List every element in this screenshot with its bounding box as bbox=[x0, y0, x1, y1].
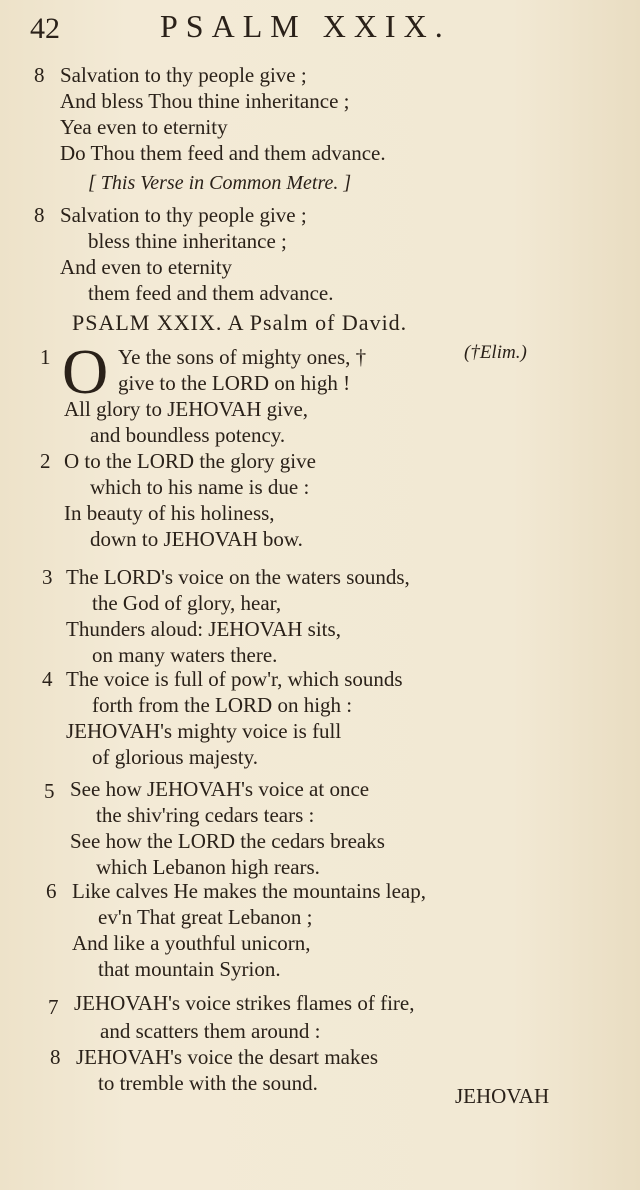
verse-number: 8 bbox=[34, 203, 45, 227]
verse-line: ev'n That great Lebanon ; bbox=[98, 905, 313, 929]
running-title: PSALM XXIX. bbox=[160, 8, 451, 44]
verse-line: Like calves He makes the mountains leap, bbox=[72, 879, 426, 903]
verse-line: that mountain Syrion. bbox=[98, 957, 281, 981]
verse-line: to tremble with the sound. bbox=[98, 1071, 318, 1095]
drop-cap: O bbox=[62, 336, 109, 407]
verse-line: of glorious majesty. bbox=[92, 745, 259, 769]
verse-line: on many waters there. bbox=[92, 643, 278, 667]
verse-line: JEHOVAH's voice strikes flames of fire, bbox=[74, 991, 415, 1015]
verse-line: Yea even to eternity bbox=[60, 115, 228, 139]
verse-number: 6 bbox=[46, 879, 57, 903]
verse-line: And bless Thou thine inheritance ; bbox=[60, 89, 350, 113]
verse-line: the shiv'ring cedars tears : bbox=[96, 803, 315, 827]
verse-line: which to his name is due : bbox=[90, 475, 310, 499]
verse-line: All glory to JEHOVAH give, bbox=[64, 397, 309, 421]
verse-line: them feed and them advance. bbox=[88, 281, 334, 305]
verse-line: And even to eternity bbox=[60, 255, 233, 279]
verse-line: In beauty of his holiness, bbox=[64, 501, 275, 525]
verse-line: See how the LORD the cedars breaks bbox=[70, 829, 385, 853]
verse-line: forth from the LORD on high : bbox=[92, 693, 353, 717]
page-number: 42 bbox=[30, 12, 60, 45]
verse-number: 4 bbox=[42, 667, 53, 691]
verse-line: JEHOVAH's mighty voice is full bbox=[66, 719, 342, 743]
verse-line: Ye the sons of mighty ones, † bbox=[118, 345, 367, 369]
verse-number: 1 bbox=[40, 345, 51, 369]
common-metre-note: [ This Verse in Common Metre. ] bbox=[88, 172, 352, 194]
verse-line: Do Thou them feed and them advance. bbox=[60, 141, 386, 165]
psalm-heading: PSALM XXIX. A Psalm of David. bbox=[72, 310, 408, 335]
verse-line: O to the LORD the glory give bbox=[64, 449, 316, 473]
verse-number: 3 bbox=[42, 565, 53, 589]
catchword: JEHOVAH bbox=[455, 1084, 550, 1108]
verse-line: The voice is full of pow'r, which sounds bbox=[66, 667, 403, 691]
verse-number: 7 bbox=[48, 995, 59, 1019]
verse-number: 2 bbox=[40, 449, 51, 473]
side-note: (†Elim.) bbox=[464, 342, 527, 363]
verse-line: Thunders aloud: JEHOVAH sits, bbox=[66, 617, 341, 641]
verse-line: See how JEHOVAH's voice at once bbox=[70, 777, 370, 801]
verse-line: bless thine inheritance ; bbox=[88, 229, 287, 253]
verse-line: give to the LORD on high ! bbox=[118, 371, 351, 395]
verse-line: Salvation to thy people give ; bbox=[60, 63, 307, 87]
verse-line: and scatters them around : bbox=[100, 1019, 321, 1043]
verse-line: and boundless potency. bbox=[90, 423, 286, 447]
verse-line: down to JEHOVAH bow. bbox=[90, 527, 303, 551]
verse-line: Salvation to thy people give ; bbox=[60, 203, 307, 227]
verse-line: which Lebanon high rears. bbox=[96, 855, 320, 879]
verse-line: The LORD's voice on the waters sounds, bbox=[66, 565, 410, 589]
verse-line: the God of glory, hear, bbox=[92, 591, 282, 615]
verse-number: 5 bbox=[44, 779, 55, 803]
verse-number: 8 bbox=[50, 1045, 61, 1069]
verse-number: 8 bbox=[34, 63, 45, 87]
verse-line: And like a youthful unicorn, bbox=[72, 931, 311, 955]
page-header bbox=[0, 4, 640, 44]
verse-line: JEHOVAH's voice the desart makes bbox=[76, 1045, 378, 1069]
